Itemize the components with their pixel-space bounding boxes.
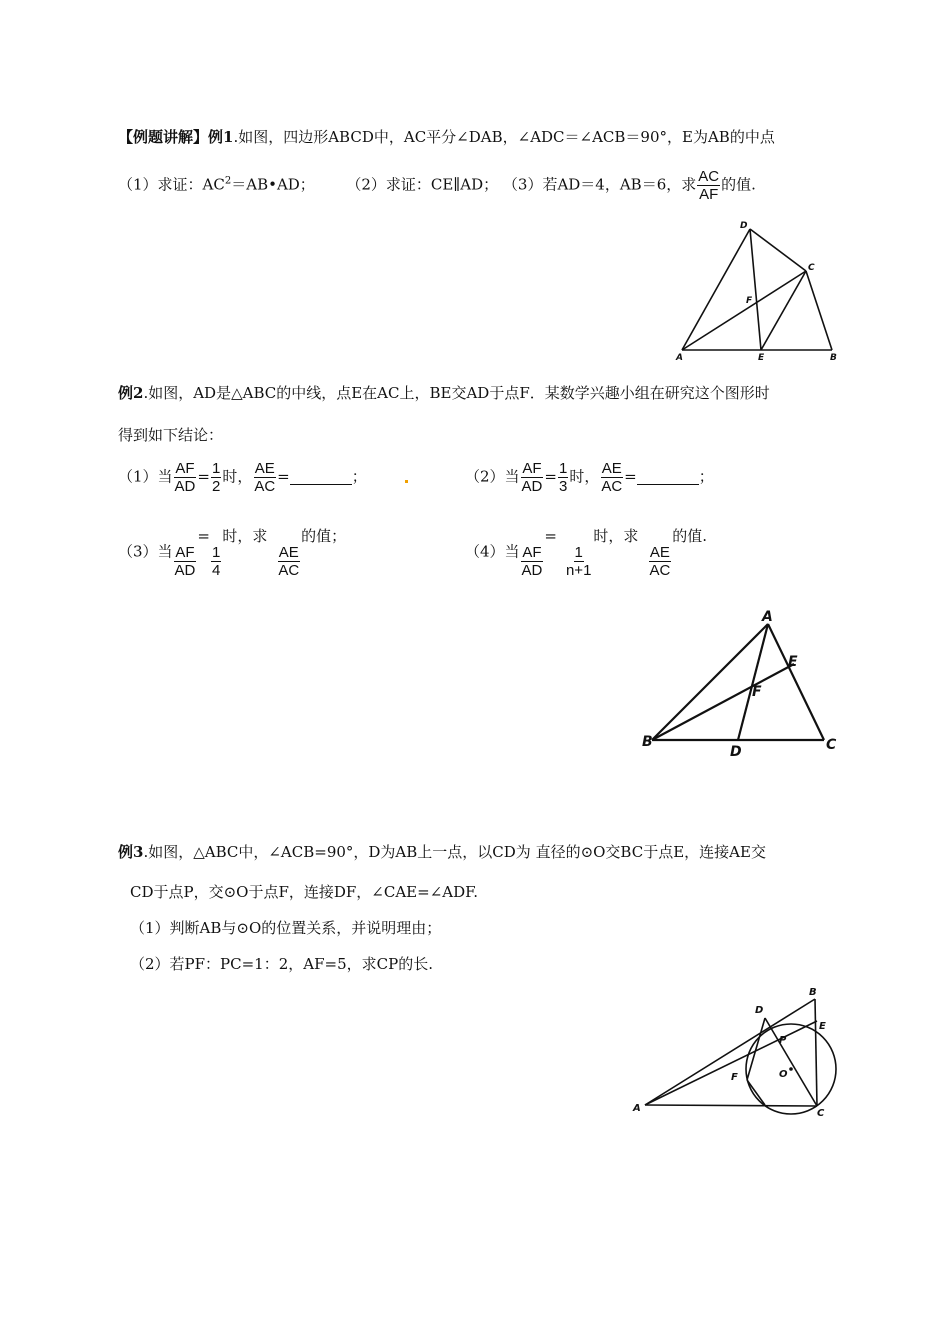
ex2-label-A: A	[762, 609, 773, 625]
ex2-p3-d2: 4	[211, 562, 221, 579]
ex2-label-B: B	[642, 734, 653, 750]
ex2-p4-eq: =	[544, 527, 557, 545]
ex2-p4-d1: AD	[521, 562, 543, 579]
ex2-p4-frac-ratio	[565, 544, 592, 579]
ex2-p4-d2: n+1	[565, 562, 592, 579]
ex2-p3-eq: =	[197, 527, 210, 545]
ex3-label-A: A	[633, 1103, 641, 1114]
ex2-p3-frac-ratio	[211, 544, 221, 579]
ex2-p1-eq: =	[197, 467, 210, 486]
ex1-q3-fraction	[697, 168, 720, 203]
ex2-p4-frac-ae-ac	[648, 544, 671, 579]
ex2-p2-mid: 时，	[569, 467, 600, 486]
ex2-p1-mid: 时，	[222, 467, 253, 486]
ex2-p1-n1: AF	[175, 460, 195, 477]
ex1-label: 【例题讲解】例	[118, 128, 224, 146]
ex3-statement-line2: CD于点P，交⊙O于点F，连接DF，∠CAE=∠ADF.	[130, 883, 478, 901]
ex2-p2-d2: 3	[558, 478, 568, 495]
ex1-q1-superscript: 2	[224, 175, 232, 187]
ex2-p1-answer-blank[interactable]	[290, 470, 352, 485]
ex3-label-F: F	[731, 1072, 738, 1083]
stray-dot	[405, 480, 408, 483]
ex2-p1-eq2: =	[277, 467, 290, 486]
ex2-label-E: E	[788, 654, 798, 670]
ex1-figure	[670, 215, 850, 365]
ex2-p1-d3: AC	[254, 478, 276, 495]
ex2-part1	[118, 460, 367, 495]
ex2-p4-n3: AE	[649, 544, 670, 561]
ex2-p1-n3: AE	[254, 460, 275, 477]
ex3-label-O: O	[779, 1069, 788, 1080]
ex2-p2-frac-ae-ac	[600, 460, 623, 495]
ex1-text: .如图，四边形ABCD中，AC平分∠DAB，∠ADC＝∠ACB＝90°，E为AB的中点	[233, 128, 775, 146]
ex2-p1-d2: 2	[211, 478, 221, 495]
ex1-label-C: C	[808, 263, 815, 273]
ex3-text: .如图，△ABC中，∠ACB=90°，D为AB上一点，以CD为 直径的⊙O交BC于点E，连接AE交	[143, 843, 766, 861]
ex1-statement	[118, 127, 775, 147]
ex2-p3-d1: AD	[174, 562, 196, 579]
ex2-p2-eq2: =	[624, 467, 637, 486]
ex1-label-F: F	[746, 296, 753, 306]
ex1-q2: （2）求证：CE∥AD；	[346, 175, 499, 194]
ex2-p1-end: ；	[351, 467, 367, 486]
ex2-part4	[465, 526, 707, 579]
ex2-p1-frac-ae-ac	[253, 460, 276, 495]
ex3-label-P: P	[779, 1035, 787, 1046]
ex2-p2-prefix: （2）当	[465, 467, 520, 486]
ex2-p2-d3: AC	[601, 478, 623, 495]
ex1-q3b: 的值.	[721, 175, 756, 194]
ex2-p1-prefix: （1）当	[118, 467, 173, 486]
ex2-number: 2	[133, 384, 144, 402]
ex3-question1: （1）判断AB与⊙O的位置关系，并说明理由；	[130, 919, 442, 937]
ex1-q3a: （3）若AD＝4，AB＝6，求	[502, 175, 697, 194]
ex2-p3-n2: 1	[211, 544, 221, 561]
ex3-question2: （2）若PF：PC=1：2，AF=5，求CP的长.	[130, 955, 433, 973]
ex2-part3	[118, 526, 346, 579]
ex2-figure	[638, 608, 848, 763]
ex3-label-E: E	[819, 1021, 826, 1032]
ex2-p2-frac-af-ad	[521, 460, 544, 495]
ex1-number: 1	[223, 128, 234, 146]
ex2-p1-n2: 1	[211, 460, 221, 477]
ex2-p2-n1: AF	[522, 460, 542, 477]
ex2-p4-n2: 1	[574, 544, 583, 561]
ex1-q3-numerator: AC	[698, 168, 720, 185]
ex2-p1-frac-af-ad	[174, 460, 197, 495]
ex2-p2-eq: =	[544, 467, 557, 486]
ex3-figure	[625, 982, 850, 1122]
ex2-p2-n2: 1	[558, 460, 568, 477]
ex2-p3-d3: AC	[278, 562, 300, 579]
ex1-q1a: （1）求证：AC	[118, 175, 225, 194]
ex2-p1-d1: AD	[174, 478, 196, 495]
ex2-part2	[465, 460, 714, 495]
ex2-p2-frac-ratio	[558, 460, 568, 495]
ex2-p4-frac-af-ad	[521, 544, 544, 579]
ex1-q1b: ＝AB•AD；	[231, 175, 315, 194]
ex1-label-E: E	[758, 353, 765, 363]
ex2-p4-n1: AF	[522, 544, 542, 561]
ex2-p3-frac-af-ad	[174, 544, 197, 579]
ex2-p4-d3: AC	[649, 562, 671, 579]
ex3-statement	[118, 842, 766, 862]
ex2-label-D: D	[730, 744, 742, 760]
ex1-label-A: A	[676, 353, 683, 363]
ex2-p1-frac-ratio	[211, 460, 221, 495]
ex2-label-F: F	[752, 684, 762, 700]
ex2-p3-mid: 时，求	[222, 527, 268, 545]
ex3-label-C: C	[817, 1108, 825, 1119]
ex2-p2-end: ；	[698, 467, 714, 486]
ex2-p2-answer-blank[interactable]	[637, 470, 699, 485]
ex2-p4-mid: 时，求	[593, 527, 639, 545]
ex2-p3-n3: AE	[278, 544, 299, 561]
ex2-p2-n3: AE	[601, 460, 622, 477]
ex3-label-B: B	[809, 987, 817, 998]
ex1-label-D: D	[740, 221, 748, 231]
ex1-label-B: B	[830, 353, 837, 363]
ex2-p3-n1: AF	[175, 544, 195, 561]
ex2-p4-prefix: （4）当	[465, 542, 520, 561]
ex3-label-D: D	[755, 1005, 764, 1016]
ex2-statement-line2: 得到如下结论：	[118, 426, 224, 444]
ex1-questions	[118, 168, 756, 203]
ex2-text: .如图，AD是△ABC的中线，点E在AC上，BE交AD于点F．某数学兴趣小组在研究这个图形时	[143, 384, 770, 402]
ex2-p4-end: 的值.	[672, 527, 708, 545]
ex2-p3-prefix: （3）当	[118, 542, 173, 561]
ex2-label-C: C	[826, 737, 837, 753]
ex2-p3-end: 的值；	[301, 527, 347, 545]
ex2-statement	[118, 383, 770, 403]
ex3-label: 例3	[118, 843, 144, 861]
ex1-q3-denominator: AF	[699, 186, 719, 203]
ex2-p3-frac-ae-ac	[277, 544, 300, 579]
ex2-p2-d1: AD	[521, 478, 543, 495]
ex2-label: 例	[118, 384, 134, 402]
